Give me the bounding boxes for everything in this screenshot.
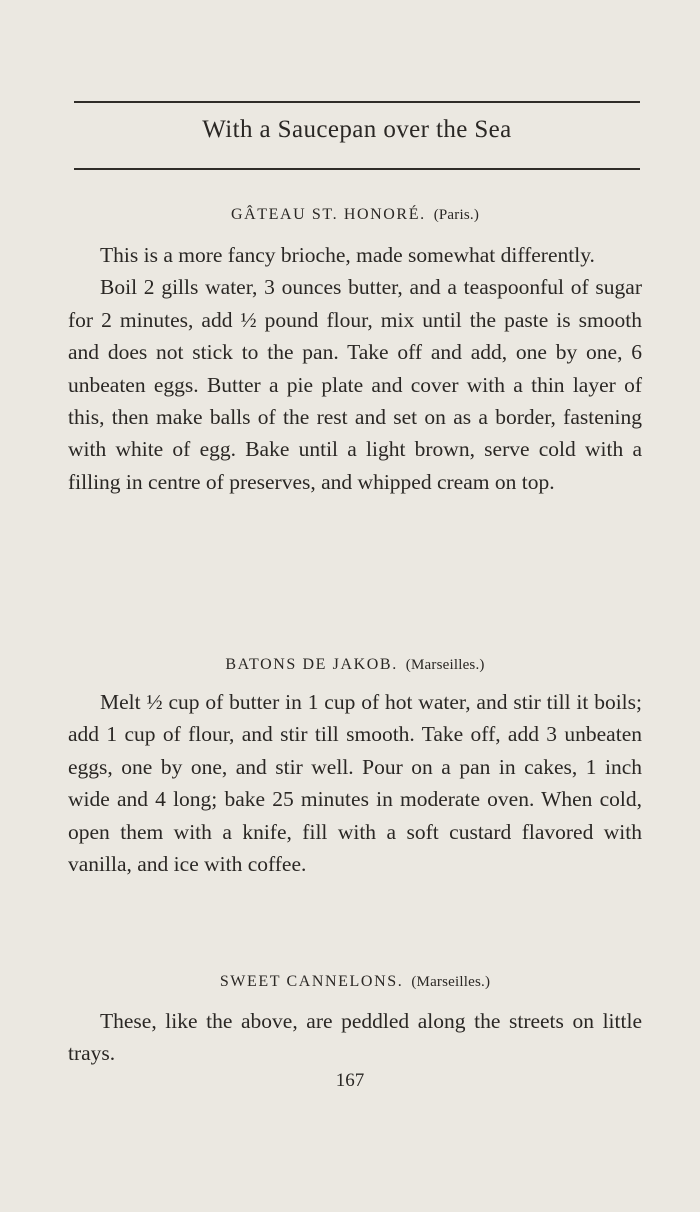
recipe-body-gateau xyxy=(68,239,642,498)
paragraph: This is a more fancy brioche, made somewhat differently. xyxy=(100,243,595,267)
recipe-body-cannelons xyxy=(68,1005,642,1070)
paragraph: These, like the above, are peddled along the streets on little trays. xyxy=(68,1009,642,1066)
paragraph: Boil 2 gills water, 3 ounces butter, and a teaspoonful of sugar for 2 minutes, add ½ pound flour, mix until the paste is smooth and does not stick to the pan. Take off and add, one by one, 6 unbeaten eggs. Butter a pie plate and cover with a thin layer of this, then make balls of the rest and set on as a border, fastening with white of egg. Bake until a light brown, serve cold with a filling in centre of preserves, and whipped cream on top. xyxy=(68,275,642,494)
recipe-title: SWEET CANNELONS. xyxy=(219,973,404,990)
recipe-heading-gateau xyxy=(68,206,642,224)
recipe-place: (Paris.) xyxy=(433,207,480,223)
paragraph: Melt ½ cup of butter in 1 cup of hot water, and stir till it boils; add 1 cup of flour, and stir till smooth. Take off, add 3 unbeaten eggs, one by one, and stir well. Pour on a pan in cakes, 1 inch wide and 4 long; bake 25 minutes in moderate oven. When cold, open them with a knife, fill with a soft custard flavored with vanilla, and ice with coffee. xyxy=(68,690,642,877)
recipe-heading-cannelons xyxy=(68,973,642,991)
recipe-body-batons xyxy=(68,686,642,880)
recipe-title: GÂTEAU ST. HONORÉ. xyxy=(230,206,426,223)
header-rule-top xyxy=(74,101,640,103)
header-rule-bottom xyxy=(74,168,640,170)
recipe-place: (Marseilles.) xyxy=(405,657,485,673)
page-number: 167 xyxy=(335,1070,365,1091)
recipe-title: BATONS DE JAKOB. xyxy=(225,656,398,673)
recipe-heading-batons xyxy=(68,656,642,674)
recipe-place: (Marseilles.) xyxy=(411,974,491,990)
running-head: With a Saucepan over the Sea xyxy=(202,116,512,143)
